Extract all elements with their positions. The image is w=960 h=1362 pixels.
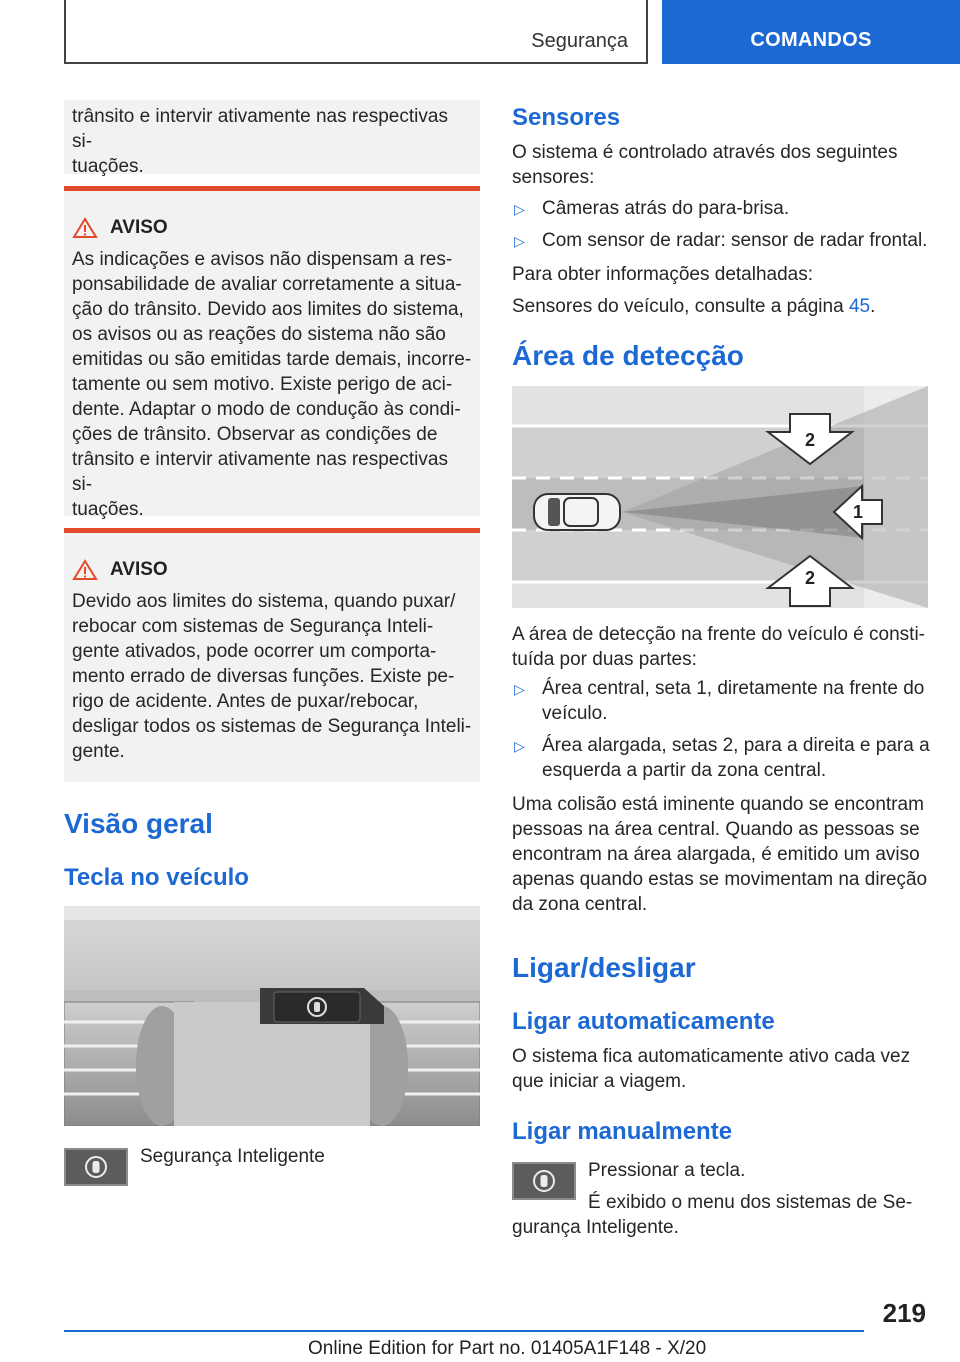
section-title: Segurança bbox=[531, 30, 628, 52]
warning1-line: ção do trânsito. Devido aos limites do sistema, bbox=[72, 299, 464, 320]
warning-body-1 bbox=[72, 247, 472, 522]
warning2-line: Devido aos limites do sistema, quando puxar/ bbox=[72, 591, 456, 612]
safety-button-icon-manual bbox=[512, 1162, 576, 1200]
footer-divider bbox=[64, 1330, 864, 1332]
details-reference bbox=[512, 294, 875, 319]
triangle-bullet-icon: ▷ bbox=[514, 233, 525, 249]
list-item bbox=[512, 228, 932, 253]
chapter-tab[interactable]: COMANDOS bbox=[662, 0, 960, 64]
heading-overview: Visão geral bbox=[64, 808, 213, 839]
list-item-text: Câmeras atrás do para-brisa. bbox=[542, 198, 790, 219]
safety-button-icon bbox=[64, 1148, 128, 1186]
details-ref-text: Sensores do veículo, consulte a página bbox=[512, 296, 849, 317]
area-list bbox=[512, 676, 932, 790]
warning-box-2 bbox=[64, 528, 480, 782]
heading-manual-on: Ligar manualmente bbox=[512, 1118, 733, 1145]
manual-step-2: É exibido o menu dos sistemas de Se- bbox=[588, 1192, 913, 1213]
warning1-line: emitidas ou são emitidas tarde demais, incorre- bbox=[72, 349, 472, 370]
area-text: Uma colisão está iminente quando se encontram pessoas na área central. Quando as pessoas se encontram na área alargada, é emitido um aviso apenas quando estas se movimentam na direção da zona central. bbox=[512, 794, 928, 915]
auto-text: O sistema fica automaticamente ativo cada vez que iniciar a viagem. bbox=[512, 1046, 911, 1092]
triangle-bullet-icon: ▷ bbox=[514, 681, 525, 697]
warning-triangle-icon bbox=[72, 559, 98, 581]
warning2-line: gente. bbox=[72, 741, 125, 762]
safety-button-label: Segurança Inteligente bbox=[140, 1146, 325, 1167]
warning-title-text-1: AVISO bbox=[110, 217, 168, 238]
warning-box-1 bbox=[64, 186, 480, 520]
manual-step-3: gurança Inteligente. bbox=[512, 1217, 679, 1238]
warning1-line: tamente ou sem motivo. Existe perigo de aci- bbox=[72, 374, 453, 395]
continued-note-text: trânsito e intervir ativamente nas respectivas si- tuações. bbox=[72, 106, 448, 177]
heading-vehicle-button: Tecla no veículo bbox=[64, 864, 249, 891]
heading-detection-area: Área de detecção bbox=[512, 340, 744, 371]
arrow-label-2-bottom: 2 bbox=[804, 568, 816, 588]
page-number: 219 bbox=[882, 1298, 926, 1328]
header-box bbox=[64, 0, 648, 64]
arrow-label-2: 2 bbox=[804, 430, 816, 450]
manual-step-1: Pressionar a tecla. bbox=[588, 1160, 746, 1181]
warning-title-1 bbox=[72, 217, 472, 239]
warning-triangle-icon bbox=[72, 217, 98, 239]
triangle-bullet-icon: ▷ bbox=[514, 201, 525, 217]
warning1-line: tuações. bbox=[72, 499, 144, 520]
details-end: . bbox=[870, 296, 876, 317]
warning2-line: rigo de acidente. Antes de puxar/rebocar, bbox=[72, 691, 419, 712]
warning2-line: mento errado de diversas funções. Existe pe- bbox=[72, 666, 455, 687]
warning2-line: rebocar com sistemas de Segurança Inteli- bbox=[72, 616, 434, 637]
warning2-line: desligar todos os sistemas de Segurança Inteli- bbox=[72, 716, 472, 737]
warning1-line: dente. Adaptar o modo de condução às condi- bbox=[72, 399, 461, 420]
warning2-line: gente ativados, pode ocorrer um comporta- bbox=[72, 641, 437, 662]
list-item-text: Área alargada, setas 2, para a direita e para a esquerda a partir da zona central. bbox=[542, 735, 930, 781]
list-item bbox=[512, 196, 932, 221]
warning1-line: ponsabilidade de avaliar corretamente a situa- bbox=[72, 274, 462, 295]
sensors-intro: O sistema é controlado através dos seguintes sensores: bbox=[512, 142, 898, 188]
heading-on-off: Ligar/desligar bbox=[512, 952, 696, 983]
continued-note-box bbox=[64, 100, 480, 177]
footer-edition: Online Edition for Part no. 01405A1F148 - X/20 bbox=[308, 1338, 707, 1359]
heading-sensors: Sensores bbox=[512, 104, 621, 131]
list-item-text: Com sensor de radar: sensor de radar frontal. bbox=[542, 230, 928, 251]
dashboard-button-photo bbox=[64, 906, 480, 1126]
list-item-text: Área central, seta 1, diretamente na frente do veículo. bbox=[542, 678, 925, 724]
warning1-line: ções de trânsito. Observar as condições de bbox=[72, 424, 438, 445]
warning-title-2 bbox=[72, 559, 472, 581]
page-link[interactable]: 45 bbox=[848, 296, 871, 317]
triangle-bullet-icon: ▷ bbox=[514, 738, 525, 754]
details-intro: Para obter informações detalhadas: bbox=[512, 264, 814, 285]
arrow-label-1: 1 bbox=[852, 502, 864, 522]
warning1-line: os avisos ou as reações do sistema não são bbox=[72, 324, 446, 345]
list-item bbox=[512, 733, 932, 783]
area-intro: A área de detecção na frente do veículo é consti- tuída por duas partes: bbox=[512, 624, 925, 670]
warning1-line: As indicações e avisos não dispensam a res- bbox=[72, 249, 453, 270]
warning1-line: trânsito e intervir ativamente nas respectivas si- bbox=[72, 449, 448, 495]
detection-area-diagram bbox=[512, 386, 928, 608]
heading-auto-on: Ligar automaticamente bbox=[512, 1008, 775, 1035]
list-item bbox=[512, 676, 932, 726]
sensors-list bbox=[512, 196, 932, 260]
warning-body-2 bbox=[72, 589, 472, 764]
warning-title-text-2: AVISO bbox=[110, 559, 168, 580]
